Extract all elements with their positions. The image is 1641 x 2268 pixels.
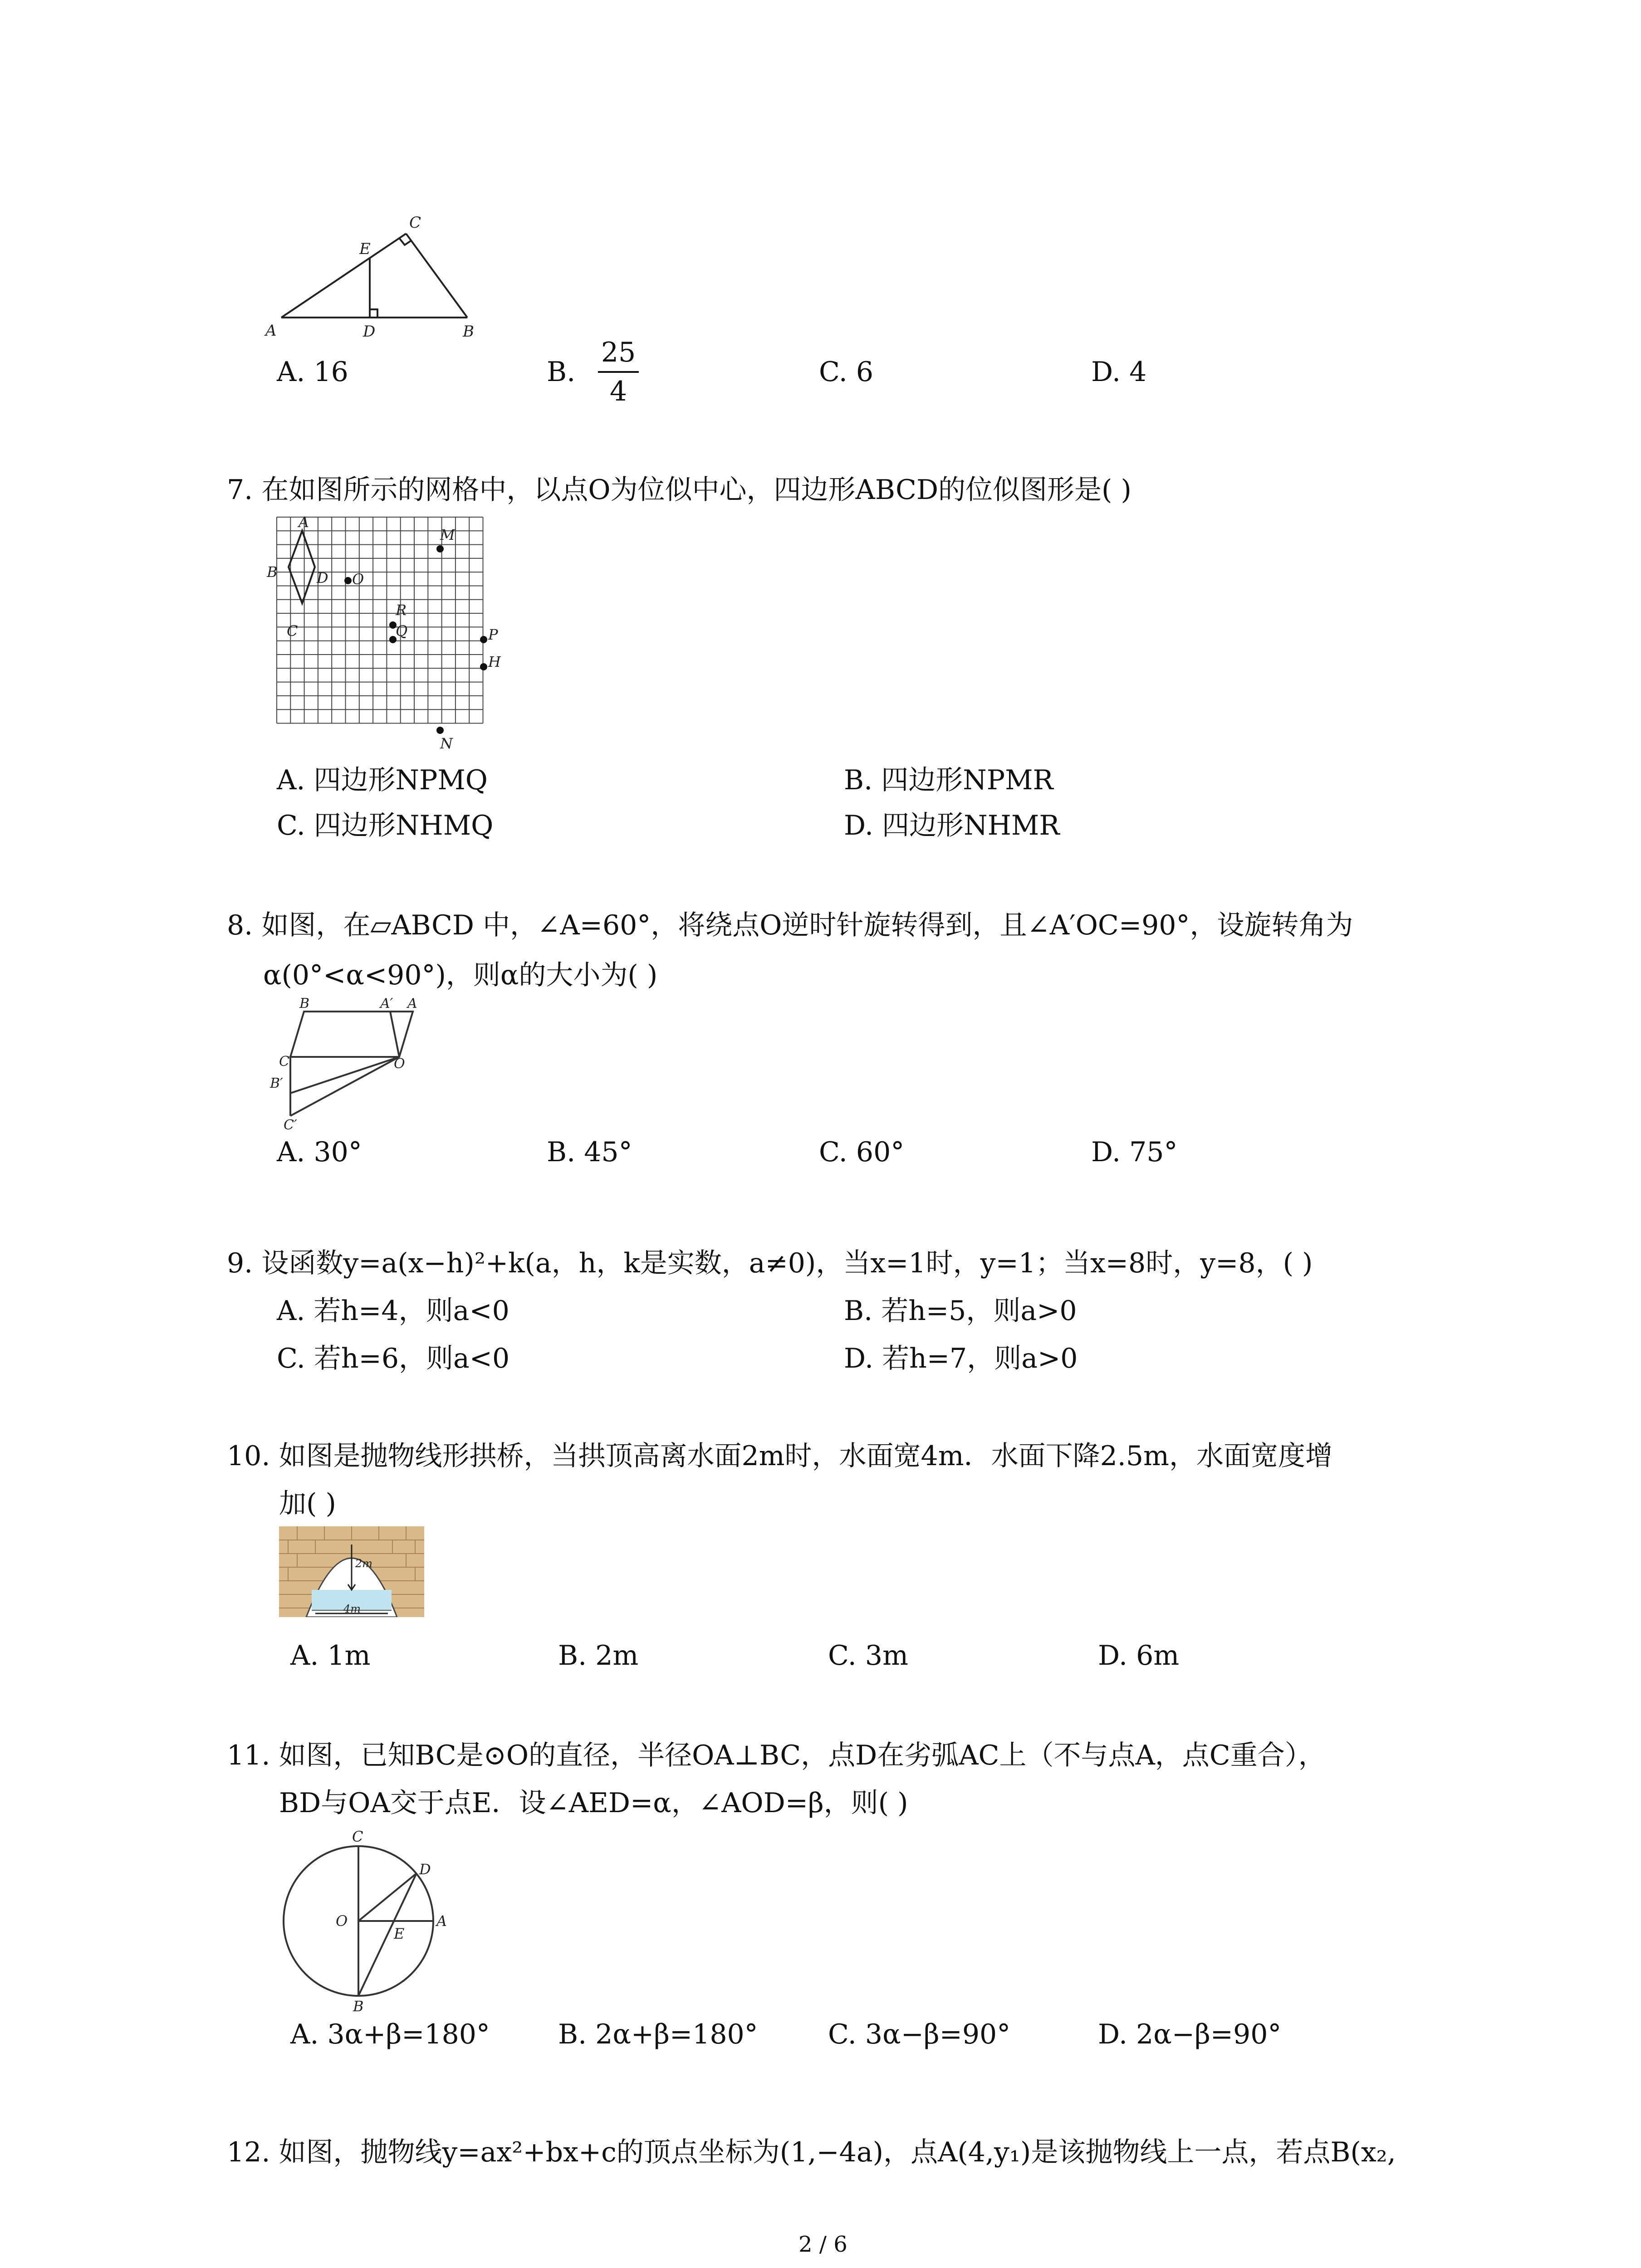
q6-fraction-denominator: 4 xyxy=(609,376,627,407)
q6-label-a: A xyxy=(265,322,277,340)
q11-option-c: C. 3α−β=90° xyxy=(828,2019,1011,2050)
q11-label-c: C xyxy=(352,1828,363,1845)
q8-option-c: C. 60° xyxy=(819,1136,905,1168)
q9-option-a: A. 若h=4，则a<0 xyxy=(277,1295,509,1327)
q10-label-width: 4m xyxy=(343,1603,361,1615)
q10-arch-bridge-figure xyxy=(279,1526,424,1617)
q10-option-d: D. 6m xyxy=(1098,1640,1180,1672)
q10-option-a: A. 1m xyxy=(290,1640,371,1672)
q7-label-r: R xyxy=(396,601,407,619)
q8-stem-line1: 8. 如图，在▱ABCD 中，∠A=60°，将绕点O逆时针旋转得到，且∠A′OC=90°，设旋转角为 xyxy=(227,909,1353,941)
q7-label-m: M xyxy=(440,526,455,543)
q7-label-h: H xyxy=(488,653,501,670)
q6-option-b-prefix: B. xyxy=(547,356,576,388)
q6-label-b: B xyxy=(463,323,474,341)
q6-label-c: C xyxy=(409,214,421,232)
q11-option-b: B. 2α+β=180° xyxy=(558,2019,758,2050)
q10-label-height: 2m xyxy=(355,1557,373,1570)
q11-label-b: B xyxy=(353,1998,364,2014)
q9-option-c: C. 若h=6，则a<0 xyxy=(277,1343,510,1374)
q8-label-c-prime: C′ xyxy=(284,1117,297,1133)
q8-option-d: D. 75° xyxy=(1091,1136,1178,1168)
q11-circle-figure xyxy=(272,1823,463,2014)
q11-label-d: D xyxy=(419,1861,431,1878)
q7-label-a: A xyxy=(299,513,309,531)
q7-option-c: C. 四边形NHMQ xyxy=(277,810,494,841)
q8-option-b: B. 45° xyxy=(547,1136,632,1168)
q7-option-a: A. 四边形NPMQ xyxy=(277,764,488,796)
q6-triangle-figure xyxy=(254,209,499,345)
q11-stem-line1: 11. 如图，已知BC是⊙O的直径，半径OA⊥BC，点D在劣弧AC上（不与点A，点C重合）， xyxy=(227,1740,1326,1771)
q7-option-b: B. 四边形NPMR xyxy=(844,764,1053,796)
q8-option-a: A. 30° xyxy=(277,1136,362,1168)
q12-stem: 12. 如图，抛物线y=ax²+bx+c的顶点坐标为(1,−4a)，点A(4,y₁)是该抛物线上一点，若点B(x₂, xyxy=(227,2136,1396,2168)
q9-stem: 9. 设函数y=a(x−h)²+k(a，h，k是实数，a≠0)，当x=1时，y=1；当x=8时，y=8，( ) xyxy=(227,1247,1313,1279)
q8-stem-line2: α(0°<α<90°)，则α的大小为( ) xyxy=(263,959,658,991)
q7-label-n: N xyxy=(440,735,453,752)
q10-option-c: C. 3m xyxy=(828,1640,908,1672)
q8-label-a: A xyxy=(407,998,417,1012)
q8-label-a-prime: A′ xyxy=(380,998,393,1012)
q9-option-b: B. 若h=5，则a>0 xyxy=(844,1295,1077,1327)
q7-label-b: B xyxy=(267,563,278,581)
q11-option-d: D. 2α−β=90° xyxy=(1098,2019,1282,2050)
q7-option-d: D. 四边形NHMR xyxy=(844,810,1060,841)
q10-stem-line1: 10. 如图是抛物线形拱桥，当拱顶高离水面2m时，水面宽4m．水面下降2.5m，水面宽度增 xyxy=(227,1440,1332,1472)
q11-label-e: E xyxy=(394,1925,405,1942)
q11-label-o: O xyxy=(336,1912,348,1930)
q8-label-b-prime: B′ xyxy=(270,1075,283,1091)
q11-stem-line2: BD与OA交于点E．设∠AED=α，∠AOD=β，则( ) xyxy=(279,1787,908,1819)
q6-option-c: C. 6 xyxy=(819,356,874,388)
q7-label-o: O xyxy=(352,571,364,588)
q6-option-a: A. 16 xyxy=(277,356,348,388)
q7-label-p: P xyxy=(488,626,498,643)
q7-grid-figure xyxy=(263,508,517,762)
q8-parallelogram-figure xyxy=(263,998,454,1134)
q7-label-c: C xyxy=(287,622,298,640)
q6-label-d: D xyxy=(363,323,376,341)
q8-label-b: B xyxy=(299,998,310,1012)
page-number: 2 / 6 xyxy=(798,2232,847,2257)
q10-stem-line2: 加( ) xyxy=(279,1488,336,1520)
q9-option-d: D. 若h=7，则a>0 xyxy=(844,1343,1078,1374)
q6-label-e: E xyxy=(359,240,371,258)
q11-option-a: A. 3α+β=180° xyxy=(290,2019,490,2050)
q6-option-d: D. 4 xyxy=(1091,356,1147,388)
q8-label-o: O xyxy=(394,1056,405,1072)
q11-label-a: A xyxy=(436,1912,447,1930)
q7-label-q: Q xyxy=(396,622,408,640)
q10-option-b: B. 2m xyxy=(558,1640,639,1672)
q7-stem: 7. 在如图所示的网格中，以点O为位似中心，四边形ABCD的位似图形是( ) xyxy=(227,474,1132,506)
q6-fraction-numerator: 25 xyxy=(601,337,636,368)
q7-label-d: D xyxy=(317,569,328,587)
q6-option-b-fraction xyxy=(598,337,639,407)
q8-label-c: C xyxy=(279,1054,289,1070)
